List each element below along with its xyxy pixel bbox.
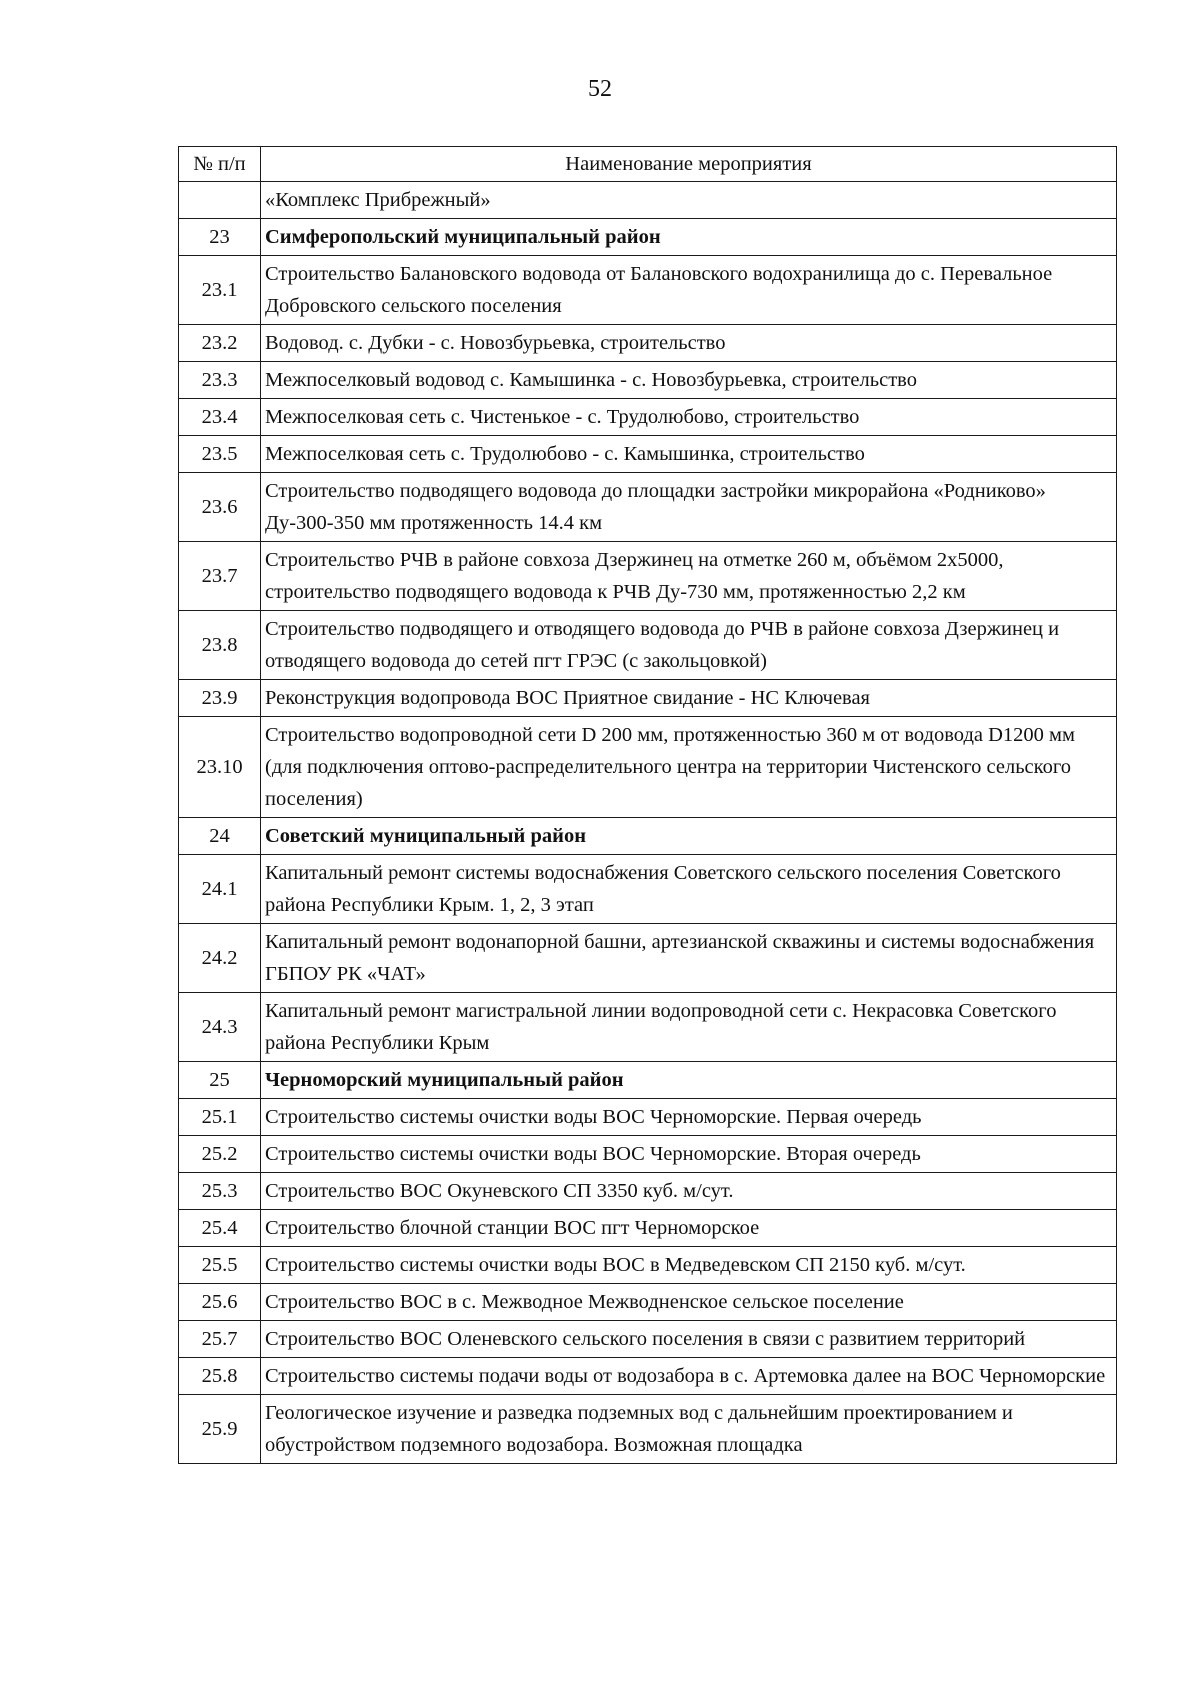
row-number: 23.8: [179, 611, 261, 680]
section-row: [179, 219, 1117, 256]
row-name: Межпоселковая сеть с. Чистенькое - с. Трудолюбово, строительство: [261, 399, 1117, 436]
row-number: 23.5: [179, 436, 261, 473]
row-name: Строительство подводящего и отводящего водовода до РЧВ в районе совхоза Дзержинец и отводящего водовода до сетей пгт ГРЭС (с закольцовкой): [261, 611, 1117, 680]
row-number: 23: [179, 219, 261, 256]
row-number: 25.4: [179, 1210, 261, 1247]
table-row: [179, 717, 1117, 818]
row-name: Строительство системы подачи воды от водозабора в с. Артемовка далее на ВОС Черноморские: [261, 1358, 1117, 1395]
row-number: 23.10: [179, 717, 261, 818]
table-body: [179, 182, 1117, 1464]
table-row: [179, 1210, 1117, 1247]
row-name: Межпоселковая сеть с. Трудолюбово - с. Камышинка, строительство: [261, 436, 1117, 473]
row-name: Межпоселковый водовод с. Камышинка - с. Новозбурьевка, строительство: [261, 362, 1117, 399]
row-number: 25.9: [179, 1395, 261, 1464]
table-row: [179, 542, 1117, 611]
row-name: «Комплекс Прибрежный»: [261, 182, 1117, 219]
table-row: [179, 993, 1117, 1062]
row-name: Капитальный ремонт системы водоснабжения Советского сельского поселения Советского района Республики Крым. 1, 2, 3 этап: [261, 855, 1117, 924]
table-row: [179, 611, 1117, 680]
table-row: [179, 855, 1117, 924]
row-name: Строительство системы очистки воды ВОС в Медведевском СП 2150 куб. м/сут.: [261, 1247, 1117, 1284]
table-row: [179, 1395, 1117, 1464]
row-number: 25.1: [179, 1099, 261, 1136]
row-name: Строительство подводящего водовода до площадки застройки микрорайона «Родниково» Ду-300-350 мм протяженность 14.4 км: [261, 473, 1117, 542]
row-name: Капитальный ремонт водонапорной башни, артезианской скважины и системы водоснабжения ГБПОУ РК «ЧАТ»: [261, 924, 1117, 993]
header-name: Наименование мероприятия: [261, 147, 1117, 182]
row-name: Строительство РЧВ в районе совхоза Дзержинец на отметке 260 м, объёмом 2х5000, строительство подводящего водовода к РЧВ Ду-730 мм, протяженностью 2,2 км: [261, 542, 1117, 611]
table-row: [179, 680, 1117, 717]
row-name: Строительство ВОС Окуневского СП 3350 куб. м/сут.: [261, 1173, 1117, 1210]
table-row: [179, 1358, 1117, 1395]
row-number: 23.6: [179, 473, 261, 542]
row-number: 23.2: [179, 325, 261, 362]
measures-table: [178, 146, 1117, 1464]
section-title: Советский муниципальный район: [261, 818, 1117, 855]
row-number: 23.7: [179, 542, 261, 611]
row-number: 23.1: [179, 256, 261, 325]
row-name: Строительство блочной станции ВОС пгт Черноморское: [261, 1210, 1117, 1247]
row-number: 25: [179, 1062, 261, 1099]
section-row: [179, 1062, 1117, 1099]
section-title: Симферопольский муниципальный район: [261, 219, 1117, 256]
row-name: Капитальный ремонт магистральной линии водопроводной сети с. Некрасовка Советского района Республики Крым: [261, 993, 1117, 1062]
row-number: 25.8: [179, 1358, 261, 1395]
table-row: [179, 399, 1117, 436]
table-row: [179, 325, 1117, 362]
row-number: 25.5: [179, 1247, 261, 1284]
table-row: [179, 362, 1117, 399]
row-name: Строительство водопроводной сети D 200 мм, протяженностью 360 м от водовода D1200 мм (для подключения оптово-распределительного центра на территории Чистенского сельского поселения): [261, 717, 1117, 818]
row-name: Строительство Балановского водовода от Балановского водохранилища до с. Перевальное Добровского сельского поселения: [261, 256, 1117, 325]
section-title: Черноморский муниципальный район: [261, 1062, 1117, 1099]
row-name: Строительство ВОС Оленевского сельского поселения в связи с развитием территорий: [261, 1321, 1117, 1358]
table-row: [179, 1136, 1117, 1173]
table-row: [179, 1321, 1117, 1358]
row-name: Строительство ВОС в с. Межводное Межводненское сельское поселение: [261, 1284, 1117, 1321]
row-number: 23.3: [179, 362, 261, 399]
header-number: № п/п: [179, 147, 261, 182]
section-row: [179, 818, 1117, 855]
table-row: [179, 436, 1117, 473]
row-number: 23.9: [179, 680, 261, 717]
table-row: [179, 473, 1117, 542]
table-row: [179, 1247, 1117, 1284]
row-number: 25.3: [179, 1173, 261, 1210]
table-row: [179, 924, 1117, 993]
table-row: [179, 256, 1117, 325]
row-name: Строительство системы очистки воды ВОС Черноморские. Первая очередь: [261, 1099, 1117, 1136]
row-number: 24.2: [179, 924, 261, 993]
table-header-row: [179, 147, 1117, 182]
table-row: [179, 1173, 1117, 1210]
row-name: Реконструкция водопровода ВОС Приятное свидание - НС Ключевая: [261, 680, 1117, 717]
row-number: 25.2: [179, 1136, 261, 1173]
row-number: 24.3: [179, 993, 261, 1062]
row-number: 24.1: [179, 855, 261, 924]
table-row: [179, 1099, 1117, 1136]
row-name: Водовод. с. Дубки - с. Новозбурьевка, строительство: [261, 325, 1117, 362]
row-number: 25.7: [179, 1321, 261, 1358]
table-row: [179, 182, 1117, 219]
row-number: 24: [179, 818, 261, 855]
page-number: 52: [588, 76, 612, 102]
row-name: Геологическое изучение и разведка подземных вод с дальнейшим проектированием и обустройством подземного водозабора. Возможная площадка: [261, 1395, 1117, 1464]
row-name: Строительство системы очистки воды ВОС Черноморские. Вторая очередь: [261, 1136, 1117, 1173]
table-row: [179, 1284, 1117, 1321]
row-number: 25.6: [179, 1284, 261, 1321]
row-number: 23.4: [179, 399, 261, 436]
row-number: [179, 182, 261, 219]
